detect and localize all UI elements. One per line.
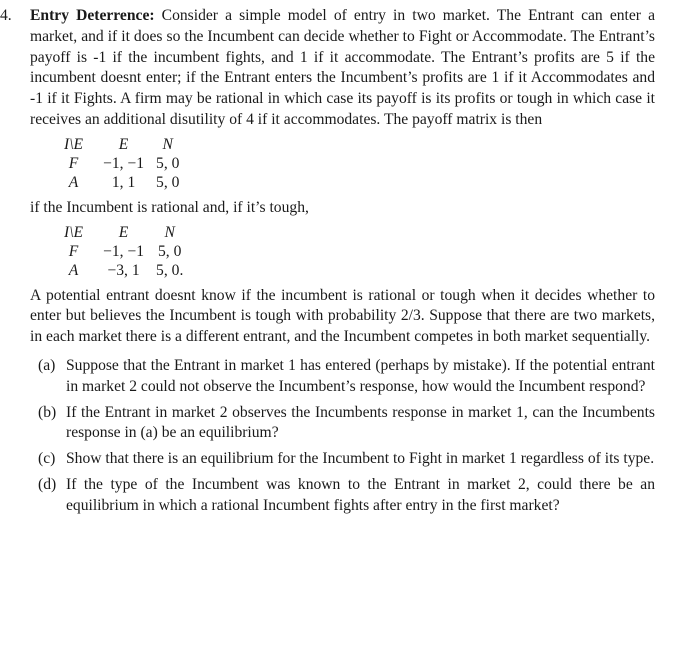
after-text: A potential entrant doesnt know if the incumbent is rational or tough when it decides whether to enter but believes the Incumbent is tough with probability 2/3. Suppose that there are two markets, in each market there is a different entrant, and the Incumbent competes in both market sequentially. — [30, 286, 655, 346]
matrix-cell: 5, 0 — [158, 242, 182, 260]
part-label: (b) — [38, 403, 57, 421]
row-header: A — [68, 173, 79, 191]
matrix-cell: −3, 1 — [107, 261, 140, 279]
matrix-cell: −1, −1 — [103, 242, 145, 260]
question-part — [30, 475, 655, 517]
row-header: F — [68, 154, 79, 172]
part-label: (a) — [38, 356, 56, 374]
row-header: F — [68, 242, 79, 260]
matrix-cell: 5, 0 — [156, 154, 180, 172]
part-label: (c) — [38, 450, 56, 468]
part-label: (d) — [38, 475, 57, 493]
col-header: N — [162, 135, 173, 153]
col-header: E — [118, 223, 129, 241]
matrix-cell: 1, 1 — [111, 173, 136, 191]
payoff-matrix-tough — [64, 223, 189, 280]
part-text: If the type of the Incumbent was known to the Entrant in market 2, could there be an equilibrium in which a rational Incumbent fights after entry in the first market? — [66, 475, 655, 514]
matrix-corner: I\E — [64, 135, 84, 153]
matrix-cell: −1, −1 — [103, 154, 145, 172]
part-text: If the Entrant in market 2 observes the Incumbents response in market 1, can the Incumbents response in (a) be an equilibrium? — [66, 403, 655, 442]
question-parts — [30, 356, 655, 517]
problem-intro — [30, 6, 655, 131]
between-text: if the Incumbent is rational and, if it’s tough, — [30, 198, 309, 216]
question-part — [30, 403, 655, 445]
problem-title: Entry Deterrence: — [30, 7, 155, 24]
problem-text — [7, 6, 655, 522]
row-header: A — [68, 261, 79, 279]
matrix-corner: I\E — [64, 223, 84, 241]
col-header: N — [164, 223, 175, 241]
question-part — [30, 449, 655, 470]
part-text: Suppose that the Entrant in market 1 has entered (perhaps by mistake). If the potential entrant in market 2 could not observe the Incumbent’s response, how would the Incumbent respond? — [66, 356, 655, 395]
col-header: E — [118, 135, 129, 153]
intro-text: Consider a simple model of entry in two market. The Entrant can enter a market, and if it does so the Incumbent can decide whether to Fight or Accommodate. The Entrant’s payoff is -1 if the incumbent fights, and 1 if it accommodate. The Entrant’s profits are 5 if the incumbent doesnt enter; if the Entrant enters the Incumbent’s profits are 1 if it Accommodates and -1 if it Fights. A firm may be rational in which case its payoff is its profits or tough in which case it receives an additional disutility of 4 if it accommodates. The payoff matrix is then — [30, 7, 655, 128]
problem-number: 4. — [0, 7, 12, 24]
matrix-cell: 5, 0. — [156, 261, 184, 279]
part-text: Show that there is an equilibrium for the Incumbent to Fight in market 1 regardless of its type. — [66, 450, 655, 468]
question-part — [30, 356, 655, 398]
matrix-cell: 5, 0 — [156, 173, 180, 191]
payoff-matrix-rational — [64, 135, 185, 192]
